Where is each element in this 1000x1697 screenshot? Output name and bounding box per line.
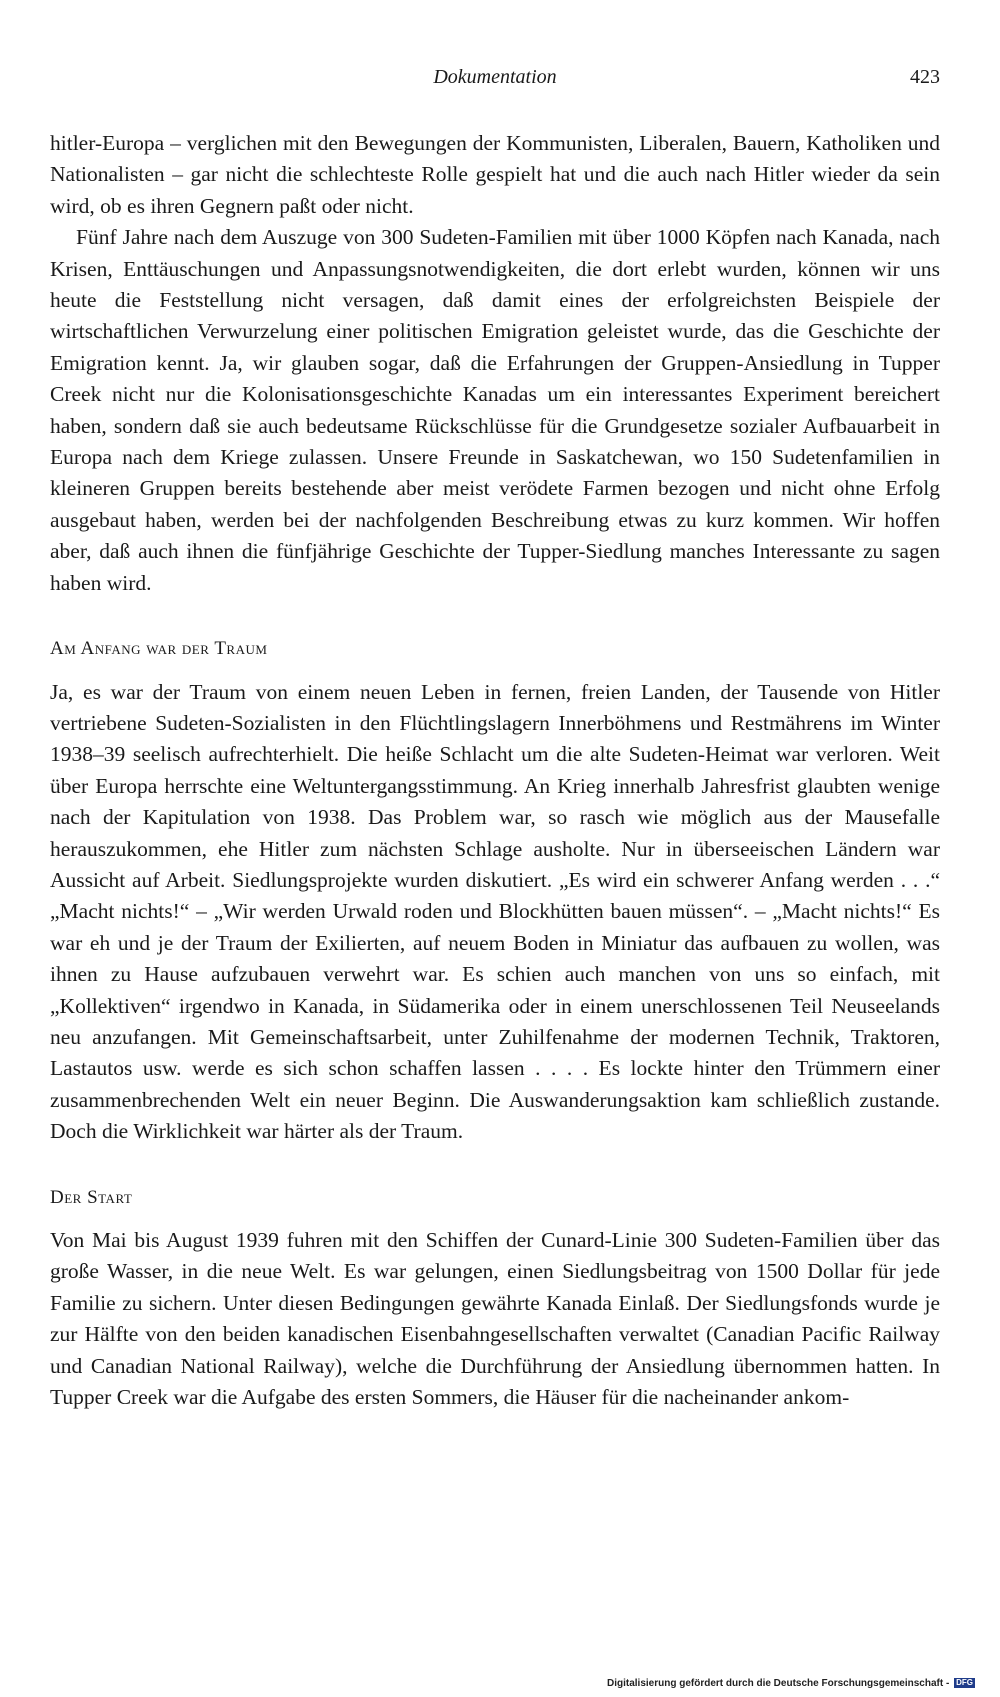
page-header [50, 66, 940, 96]
digitization-footer [607, 1678, 975, 1689]
section-heading-der-start: Der Start [50, 1186, 133, 1208]
article-body [50, 128, 940, 1413]
dfg-logo: DFG [956, 1678, 973, 1688]
footer-text: Digitalisierung gefördert durch die Deutsche Forschungsgemeinschaft - [607, 1678, 950, 1689]
page-number: 423 [910, 66, 940, 88]
running-title: Dokumentation [433, 66, 557, 88]
section-heading-am-anfang: Am Anfang war der Traum [50, 638, 268, 660]
paragraph-1: hitler-Europa – verglichen mit den Bewegungen der Kommunisten, Liberalen, Bauern, Katholiken und Nationalisten – gar nicht die schlechteste Rolle gespielt hat und die auch nach Hitler wieder da sein wird, ob es ihren Gegnern paßt oder nicht. [50, 131, 940, 218]
paragraph-2: Fünf Jahre nach dem Auszuge von 300 Sudeten-Familien mit über 1000 Köpfen nach Kanada, nach Krisen, Enttäuschungen und Anpassungsnotwendigkeiten, die dort erlebt wurden, können wir uns heute die Feststellung nicht versagen, daß damit eines der erfolgreichsten Beispiele der wirtschaftlichen Verwurzelung einer politischen Emigration geleistet wurde, das die Geschichte der Emigration kennt. Ja, wir glauben sogar, daß die Erfahrungen der Gruppen-Ansiedlung in Tupper Creek nicht nur die Kolonisationsgeschichte Kanadas um ein interessantes Experiment bereichert haben, sondern daß sie auch bedeutsame Rückschlüsse für die Grundgesetze sozialer Aufbauarbeit in Europa nach dem Kriege zulassen. Unsere Freunde in Saskatchewan, wo 150 Sudetenfamilien in kleineren Gruppen bereits bestehende aber meist verödete Farmen bezogen und nicht ohne Erfolg ausgebaut haben, werden bei der nachfolgenden Beschreibung etwas zu kurz kommen. Wir hoffen aber, daß auch ihnen die fünfjährige Geschichte der Tupper-Siedlung manches Interessante zu sagen haben wird. [50, 225, 940, 595]
paragraph-3: Ja, es war der Traum von einem neuen Leben in fernen, freien Landen, der Tausende von Hitler vertriebene Sudeten-Sozialisten in den Flüchtlingslagern Innerböhmens und Restmährens im Winter 1938–39 seelisch aufrechterhielt. Die heiße Schlacht um die alte Sudeten-Heimat war verloren. Weit über Europa herrschte eine Weltuntergangsstimmung. An Krieg innerhalb Jahresfrist glaubten wenige nach der Kapitulation von 1938. Das Problem war, so rasch wie möglich aus der Mausefalle herauszukommen, ehe Hitler zum nächsten Schlage ausholte. Nur in überseeischen Ländern war Aussicht auf Arbeit. Siedlungsprojekte wurden diskutiert. „Es wird ein schwerer Anfang werden . . .“ „Macht nichts!“ – „Wir werden Urwald roden und Blockhütten bauen müssen“. – „Macht nichts!“ Es war eh und je der Traum der Exilierten, auf neuem Boden in Miniatur das aufbauen zu wollen, was ihnen zu Hause aufzubauen verwehrt war. Es schien auch manchen von uns so einfach, mit „Kollektiven“ irgendwo in Kanada, in Südamerika oder in einem unerschlossenen Teil Neuseelands neu anzufangen. Mit Gemeinschaftsarbeit, unter Zuhilfenahme der modernen Technik, Traktoren, Lastautos usw. werde es sich schon schaffen lassen . . . . Es lockte hinter den Trümmern einer zusammenbrechenden Welt ein neuer Beginn. Die Auswanderungsaktion kam schließlich zustande. Doch die Wirklichkeit war härter als der Traum. [50, 679, 940, 1144]
paragraph-4: Von Mai bis August 1939 fuhren mit den Schiffen der Cunard-Linie 300 Sudeten-Familien über das große Wasser, in die neue Welt. Es war gelungen, einen Siedlungsbeitrag von 1500 Dollar für jede Familie zu sichern. Unter diesen Bedingungen gewährte Kanada Einlaß. Der Siedlungsfonds wurde je zur Hälfte von den beiden kanadischen Eisenbahngesellschaften verwaltet (Canadian Pacific Railway und Canadian National Railway), welche die Durchführung der Ansiedlung übernommen hatten. In Tupper Creek war die Aufgabe des ersten Sommers, die Häuser für die nacheinander ankom- [50, 1228, 940, 1410]
